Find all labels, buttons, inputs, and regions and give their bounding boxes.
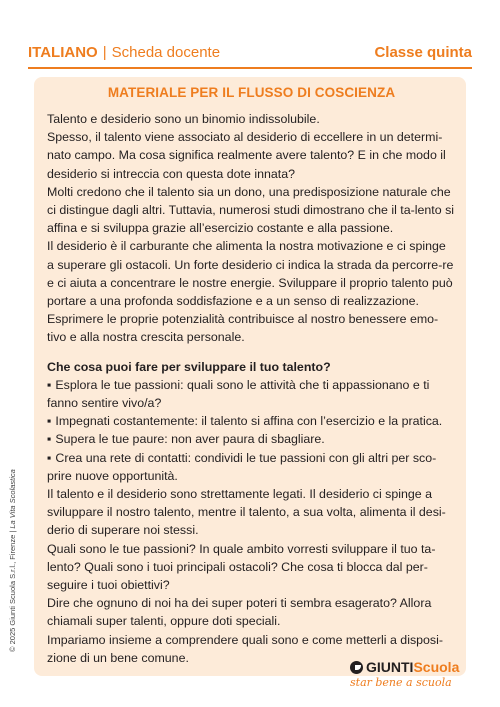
- logo-scuola: Scuola: [413, 659, 460, 675]
- copyright-note: [8, 469, 17, 652]
- list-item: ▪ Supera le tue paure: non aver paura di sbagliare.: [47, 430, 456, 448]
- header-separator: |: [102, 44, 107, 61]
- magazine-name: La Vita Scolastica: [8, 469, 17, 529]
- publisher-logo: [350, 659, 470, 691]
- panel-title: MATERIALE PER IL FLUSSO DI COSCIENZA: [107, 85, 396, 100]
- paragraph: Molti credono che il talento sia un dono, una predisposizione naturale che ci distingue dagli altri. Tuttavia, numerosi studi dimostrano che il ta-lento si affina e si sviluppa grazie all’esercizio costante e alla passione.: [47, 184, 455, 236]
- logo-giunti: GIUNTI: [366, 659, 414, 675]
- question-heading: Che cosa puoi fare per sviluppare il tuo talento?: [47, 359, 331, 374]
- list-item: ▪ Crea una rete di contatti: condividi le tue passioni con gli altri per sco-prire nuove opportunità.: [47, 449, 456, 485]
- paragraph: Spesso, il talento viene associato al desiderio di eccellere in un determi-nato campo. Ma cosa significa realmente avere talento? E in che modo il desiderio si intreccia con questa dote innata?: [47, 130, 446, 181]
- logo-tagline: star bene a scuola: [350, 676, 452, 689]
- paragraph: Il desiderio è il carburante che alimenta la nostra motivazione e ci spinge a superare gli ostacoli. Un forte desiderio ci indica la strada da percorre-re e ci aiuta a concentrare le nostre energie. Sviluppare il proprio talento può portare a una profonda soddisfazione e a un senso di realizzazione.: [47, 239, 454, 309]
- paragraph: Il talento e il desiderio sono strettamente legati. Il desiderio ci spinge a sviluppare il nostro talento, mentre il talento, a sua volta, alimenta il desi-derio di superare noi stessi.: [47, 487, 446, 538]
- paragraph: Dire che ognuno di noi ha dei super poteri ti sembra esagerato? Allora chiamali super talenti, oppure doti speciali.: [47, 596, 432, 629]
- list-item: ▪ Esplora le tue passioni: quali sono le attività che ti appassionano e ti fanno sentire vivo/a?: [47, 376, 456, 412]
- subject-label: ITALIANO: [28, 44, 98, 61]
- header-left: [28, 44, 220, 61]
- content-panel: [34, 77, 466, 676]
- paragraph: Talento e desiderio sono un binomio indissolubile.: [47, 112, 320, 126]
- copyright-text: © 2025 Giunti Scuola S.r.l., Firenze |: [8, 528, 17, 652]
- sheet-type-label: Scheda docente: [111, 44, 221, 61]
- grade-label: Classe quinta: [374, 44, 472, 61]
- logo-brand: [350, 659, 470, 675]
- panel-body: [47, 110, 456, 667]
- paragraph: Quali sono le tue passioni? In quale ambito vorresti sviluppare il tuo ta-lento? Quali sono i tuoi principali ostacoli? Che cosa ti blocca dal per-seguire i tuoi obiettivi?: [47, 541, 436, 593]
- paragraph: Impariamo insieme a comprendere quali sono e come metterli a disposi-zione di un bene comune.: [47, 632, 443, 665]
- giunti-g-icon: [350, 661, 363, 674]
- page-header: [28, 44, 472, 64]
- paragraph: Esprimere le proprie potenzialità contribuisce al nostro benessere emo-tivo e alla nostra crescita personale.: [47, 312, 439, 345]
- list-item: ▪ Impegnati costantemente: il talento si affina con l’esercizio e la pratica.: [47, 412, 456, 430]
- header-divider: [28, 67, 472, 69]
